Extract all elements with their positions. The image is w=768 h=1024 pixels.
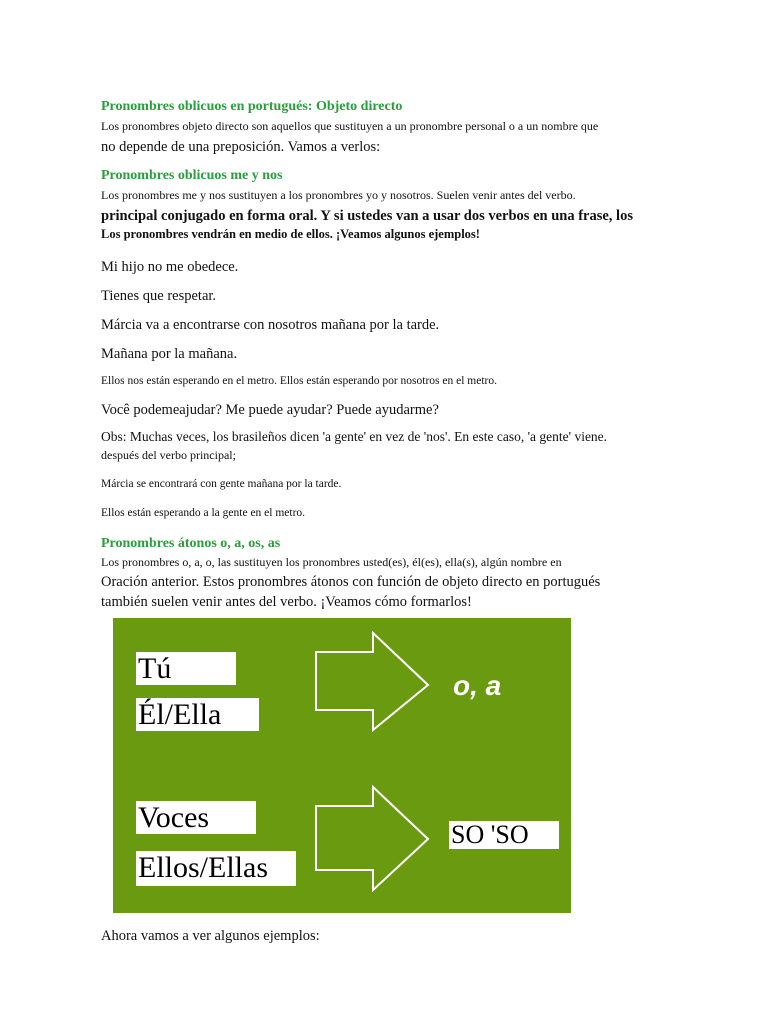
label-tu: Tú — [136, 652, 236, 685]
section-title-direct-object: Pronombres oblicuos en portugués: Objeto directo — [101, 99, 403, 114]
arrow-top-icon — [313, 630, 433, 734]
closing-line: Ahora vamos a ver algunos ejemplos: — [101, 928, 320, 944]
section-title-atonos: Pronombres átonos o, a, os, as — [101, 536, 281, 551]
paragraph-line: Oración anterior. Estos pronombres átonos con función de objeto directo en portugués — [101, 574, 601, 590]
label-el-ella: Él/Ella — [136, 698, 259, 731]
example-sentence: Mi hijo no me obedece. — [101, 259, 239, 275]
example-sentence: Márcia va a encontrarse con nosotros mañana por la tarde. — [101, 317, 440, 333]
paragraph-line: Los pronombres objeto directo son aquellos que sustituyen a un pronombre personal o a un nombre que — [101, 119, 599, 133]
document-body — [101, 98, 661, 612]
arrow-bottom-icon — [313, 784, 433, 894]
example-sentence: Ellos están esperando a la gente en el metro. — [101, 507, 306, 519]
paragraph-line: no depende de una preposición. Vamos a verlos: — [101, 139, 381, 155]
observation-line: Obs: Muchas veces, los brasileños dicen 'a gente' en vez de 'nos'. En este caso, 'a gente' viene. — [101, 429, 608, 444]
example-sentence: Você podemeajudar? Me puede ayudar? Puede ayudarme? — [101, 402, 439, 418]
paragraph-line: principal conjugado en forma oral. Y si ustedes van a usar dos verbos en una frase, los — [101, 208, 633, 224]
paragraph-line: Los pronombres o, a, o, las sustituyen los pronombres usted(es), él(es), ella(s), algún nombre en — [101, 555, 562, 569]
paragraph-line: también suelen venir antes del verbo. ¡Veamos cómo formarlos! — [101, 594, 472, 610]
observation-line: después del verbo principal; — [101, 448, 236, 462]
example-sentence: Ellos nos están esperando en el metro. Ellos están esperando por nosotros en el metro. — [101, 375, 498, 387]
label-voces: Voces — [136, 801, 256, 834]
example-sentence: Mañana por la mañana. — [101, 346, 238, 362]
paragraph-line: Los pronombres me y nos sustituyen a los pronombres yo y nosotros. Suelen venir antes del verbo. — [101, 188, 576, 202]
example-sentence: Tienes que respetar. — [101, 288, 217, 304]
pronoun-diagram — [113, 618, 571, 913]
example-sentence: Márcia se encontrará con gente mañana por la tarde. — [101, 478, 342, 490]
result-so-so: SO 'SO — [449, 821, 559, 849]
section-title-me-nos: Pronombres oblicuos me y nos — [101, 168, 283, 183]
paragraph-line: Los pronombres vendrán en medio de ellos. ¡Veamos algunos ejemplos! — [101, 227, 480, 241]
label-ellos-ellas: Ellos/Ellas — [136, 851, 296, 886]
result-o-a: o, a — [453, 670, 502, 701]
